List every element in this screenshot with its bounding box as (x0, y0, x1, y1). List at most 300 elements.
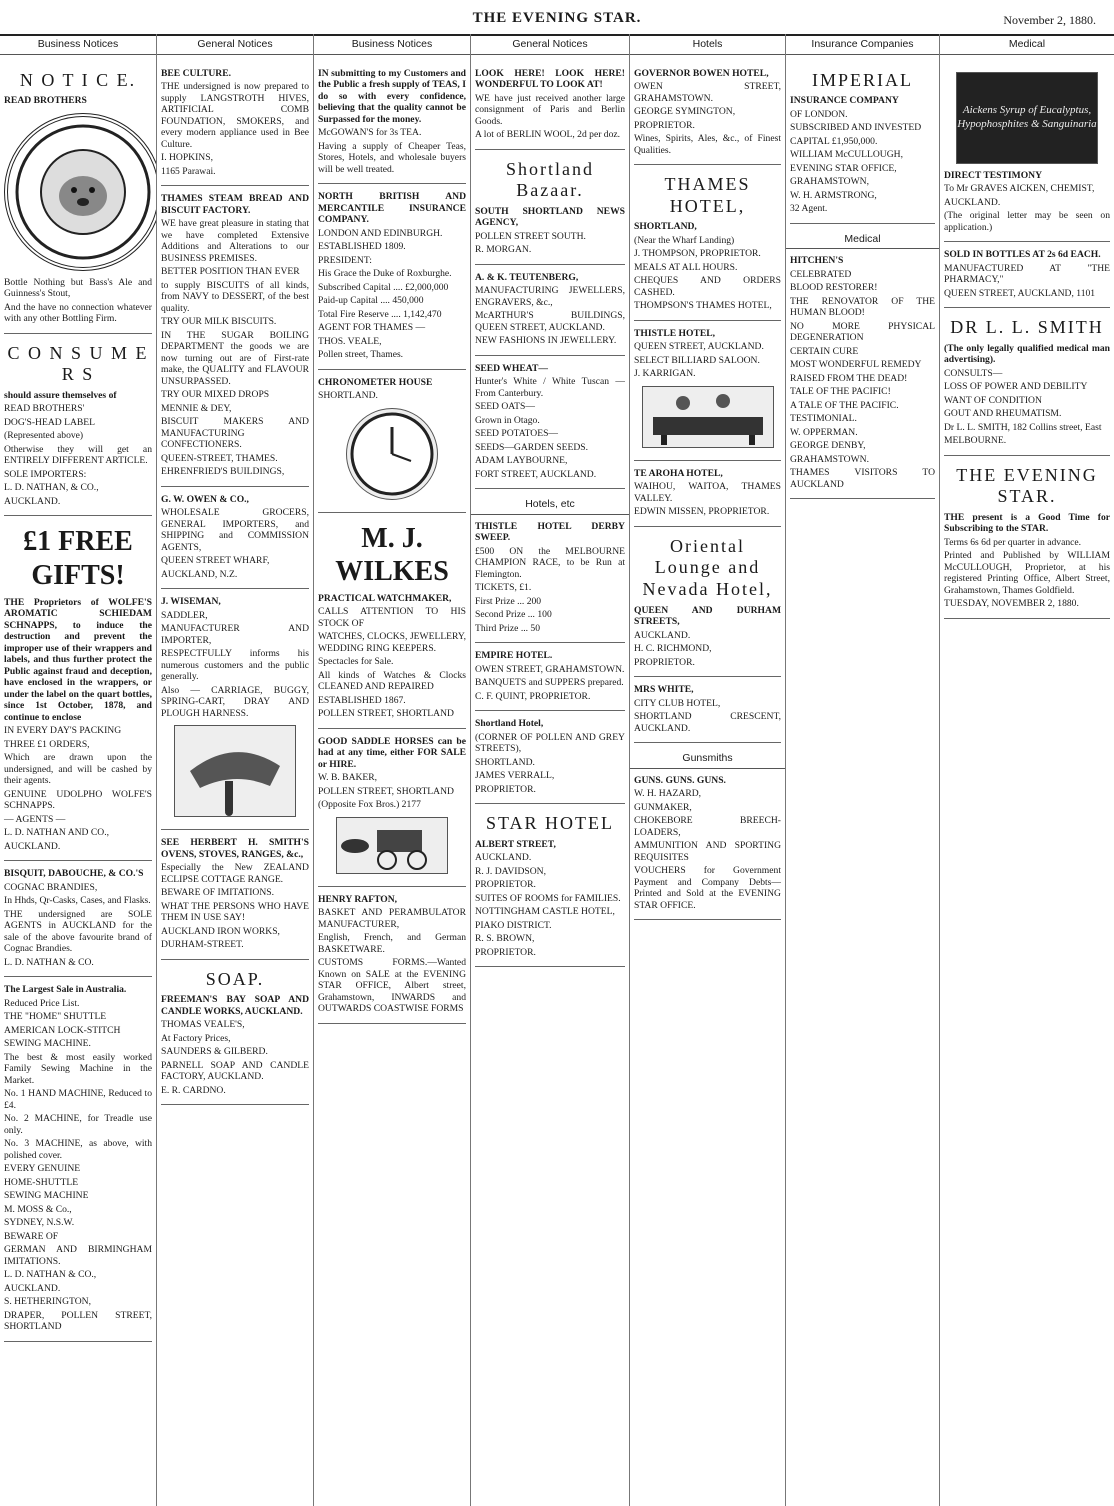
ad-text: QUEEN AND DURHAM STREETS, (634, 604, 781, 628)
ad-text: MENNIE & DEY, (161, 402, 232, 414)
ad-text: FREEMAN'S BAY SOAP AND CANDLE WORKS, AUCKLAND. (161, 994, 309, 1017)
ad-text: THREE £1 ORDERS, (4, 738, 90, 750)
ad-headline: THAMES HOTEL, (664, 174, 751, 216)
ad-text: I. HOPKINS, (161, 152, 213, 164)
ad-text: PROPRIETOR. (475, 783, 536, 795)
advertisement (161, 186, 309, 487)
ad-text: DOG'S-HEAD LABEL (4, 416, 95, 428)
ad-text: LONDON AND EDINBURGH. (318, 227, 443, 239)
ad-text: BEWARE OF IMITATIONS. (161, 887, 275, 899)
ad-text: R. J. DAVIDSON, (475, 865, 546, 877)
bulldog-seal-graphic (13, 122, 153, 262)
ad-text: PARNELL SOAP AND CANDLE FACTORY, AUCKLAND. (161, 1059, 309, 1083)
advertisement (634, 743, 781, 920)
section-heading: Hotels, etc (471, 494, 629, 515)
ad-text: G. W. OWEN & CO., (161, 493, 249, 505)
advertisement (4, 977, 152, 1342)
section-heading: Gunsmiths (630, 748, 785, 769)
ad-text: CUSTOMS FORMS.—Wanted Known on SALE at the EVENING STAR OFFICE, Albert street, Grahamstown, INWARDS and OUTWARDS COASTWISE FORMS (318, 957, 466, 1015)
advertisement (318, 184, 466, 370)
ad-text: THAMES VISITORS TO AUCKLAND (790, 467, 935, 490)
ad-headline: M. J. WILKES (335, 522, 449, 588)
ad-text: SHORTLAND. (318, 390, 378, 402)
ad-text: (The only legally qualified medical man advertising). (944, 342, 1110, 366)
ad-text: SEE HERBERT H. SMITH'S OVENS, STOVES, RANGES, &c., (161, 837, 309, 860)
ad-text: WE have just received another large consignment of Paris and Berlin Goods. (475, 92, 625, 127)
ad-text: GOVERNOR BOWEN HOTEL, (634, 67, 769, 79)
ad-text: Bottle Nothing but Bass's Ale and Guinness's Stout, (4, 276, 152, 300)
ad-text: TRY OUR MILK BISCUITS. (161, 316, 277, 328)
ad-text: CERTAIN CURE (790, 345, 859, 357)
ad-text: NOTTINGHAM CASTLE HOTEL, (475, 906, 615, 918)
ad-headline: SOAP. (205, 968, 265, 989)
ad-text: Spectacles for Sale. (318, 656, 394, 668)
advertisement (318, 61, 466, 185)
ad-text: PROPRIETOR. (475, 879, 536, 891)
ad-text: DRAPER, POLLEN STREET, SHORTLAND (4, 1309, 152, 1333)
billiard-illustration (642, 386, 774, 448)
ad-text: TRY OUR MIXED DROPS (161, 389, 270, 401)
ad-text: SOLD IN BOTTLES AT 2s 6d EACH. (944, 249, 1101, 261)
ad-text: NO MORE PHYSICAL DEGENERATION (790, 320, 935, 344)
ad-text: H. C. RICHMOND, (634, 643, 712, 655)
ad-text: Grown in Otago. (475, 414, 540, 426)
ad-text: AUCKLAND. (634, 629, 691, 641)
ad-text: 32 Agent. (790, 203, 828, 215)
ad-text: AUCKLAND IRON WORKS, (161, 925, 280, 937)
ad-text: WANT OF CONDITION (944, 394, 1042, 406)
ad-text: EHRENFRIED'S BUILDINGS, (161, 466, 285, 478)
ad-text: A TALE OF THE PACIFIC. (790, 399, 899, 411)
ad-text: L. D. NATHAN & CO. (4, 956, 94, 968)
ad-text: ESTABLISHED 1867. (318, 694, 406, 706)
saddle-icon (175, 726, 295, 816)
ad-text: HOME-SHUTTLE (4, 1176, 79, 1188)
ad-text: At Factory Prices, (161, 1032, 231, 1044)
ad-text: CONSULTS— (944, 367, 1003, 379)
ad-text: OWEN STREET, GRAHAMSTOWN. (634, 81, 781, 104)
ad-text: POLLEN STREET, SHORTLAND (318, 708, 454, 720)
advertisement (790, 61, 935, 224)
ad-text: POLLEN STREET, SHORTLAND (318, 785, 454, 797)
column-7 (940, 34, 1114, 1506)
ad-text: McGOWAN'S for 3s TEA. (318, 127, 422, 139)
ad-text: THISTLE HOTEL, (634, 327, 716, 339)
ad-text: SOLE IMPORTERS: (4, 468, 87, 480)
ad-headline: Oriental Lounge and Nevada Hotel, (642, 535, 773, 599)
advertisement (475, 356, 625, 490)
column-heading: Hotels (630, 34, 785, 55)
advertisement (4, 861, 152, 977)
ad-headline: THE EVENING STAR. (956, 464, 1098, 507)
ad-text: AMMUNITION AND SPORTING REQUISITES (634, 840, 781, 863)
ad-text: MELBOURNE. (944, 435, 1007, 447)
ad-headline: IMPERIAL (812, 69, 913, 90)
bulldog-seal-logo (4, 113, 157, 271)
advertisement (161, 61, 309, 187)
ad-text: ADAM LAYBOURNE, (475, 455, 568, 467)
advertisement (475, 804, 625, 967)
ad-text: First Prize ... 200 (475, 595, 542, 607)
ad-text: MOST WONDERFUL REMEDY (790, 359, 922, 371)
advertisement (4, 61, 152, 334)
ad-text: THE undersigned are SOLE AGENTS in AUCKLAND for the sale of the above favourite brand of Cognac Brandies. (4, 908, 152, 955)
advertisement (161, 830, 309, 960)
ad-text: Paid-up Capital .... 450,000 (318, 295, 424, 307)
ad-text: R. MORGAN. (475, 244, 532, 256)
ad-text: LOOK HERE! LOOK HERE! WONDERFUL TO LOOK AT! (475, 67, 625, 91)
ad-text: HENRY RAFTON, (318, 893, 398, 905)
coach-illustration (336, 817, 448, 874)
ad-text: The Largest Sale in Australia. (4, 984, 127, 996)
ad-text: CHRONOMETER HOUSE (318, 376, 433, 388)
ad-text: WE have great pleasure in stating that we have completed Extensive Additions and Alterations to our BUSINESS PREMISES. (161, 218, 309, 264)
ad-text: PRACTICAL WATCHMAKER, (318, 592, 452, 604)
ad-text: ESTABLISHED 1809. (318, 241, 406, 253)
ad-text: BLOOD RESTORER! (790, 282, 878, 294)
ad-text: Also — CARRIAGE, BUGGY, SPRING-CART, DRAY AND PLOUGH HARNESS. (161, 684, 309, 719)
ad-text: POLLEN STREET SOUTH. (475, 230, 586, 242)
ad-text: THE present is a Good Time for Subscribing to the STAR. (944, 511, 1110, 535)
ad-text: PROPRIETOR. (634, 119, 695, 131)
ad-text: FORT STREET, AUCKLAND. (475, 468, 597, 480)
ad-text: TICKETS, £1. (475, 582, 532, 594)
ad-text: CHEQUES AND ORDERS CASHED. (634, 275, 781, 298)
ad-text: THISTLE HOTEL DERBY SWEEP. (475, 520, 625, 544)
ad-text: A lot of BERLIN WOOL, 2d per doz. (475, 129, 621, 141)
ad-text: AUCKLAND. (4, 1282, 61, 1294)
ad-text: SEWING MACHINE. (4, 1038, 91, 1050)
ad-text: VOUCHERS for Government Payment and Company Debts—Printed and Sold at the EVENING STAR OFFICE. (634, 865, 781, 911)
ad-text: COGNAC BRANDIES, (4, 881, 98, 893)
ad-text: AUCKLAND, N.Z. (161, 568, 238, 580)
ad-text: GEORGE DENBY, (790, 440, 866, 452)
ad-text: GRAHAMSTOWN, (790, 176, 869, 188)
ad-text: TUESDAY, NOVEMBER 2, 1880. (944, 598, 1079, 610)
advertisement (475, 265, 625, 356)
clock-icon (347, 409, 437, 499)
ad-text: BANQUETS and SUPPERS prepared. (475, 677, 624, 689)
ad-text: PROPRIETOR. (634, 656, 695, 668)
advertisement (318, 370, 466, 513)
ad-text: GEORGE SYMINGTON, (634, 106, 736, 118)
column-4 (471, 34, 630, 1506)
ad-text: No. 1 HAND MACHINE, Reduced to £4. (4, 1088, 152, 1111)
advertisement (634, 61, 781, 166)
ad-text: AUCKLAND. (4, 495, 61, 507)
ad-text: Subscribed Capital .... £2,000,000 (318, 281, 449, 293)
ad-text: SUBSCRIBED AND INVESTED (790, 122, 922, 134)
advertisement (475, 150, 625, 265)
ad-text: Third Prize ... 50 (475, 622, 541, 634)
ad-text: M. MOSS & Co., (4, 1203, 72, 1215)
ad-text: Terms 6s 6d per quarter in advance. (944, 536, 1082, 548)
ad-headline: Shortland Bazaar. (506, 158, 594, 201)
ad-text: BASKET AND PERAMBULATOR MANUFACTURER, (318, 907, 466, 930)
ad-text: CALLS ATTENTION TO HIS STOCK OF (318, 606, 466, 629)
ad-headline: £1 FREE GIFTS! (23, 526, 133, 591)
billiard-table-icon (643, 387, 773, 447)
syrup-label-illustration: Aickens Syrup of Eucalyptus, Hypophosphites & Sanguinaria (956, 72, 1098, 164)
ad-text: L. D. NATHAN, & CO., (4, 482, 99, 494)
ad-text: MANUFACTURER AND IMPORTER, (161, 623, 309, 646)
ad-text: Dr L. L. SMITH, 182 Collins street, East (944, 421, 1102, 433)
ad-text: RAISED FROM THE DEAD! (790, 372, 908, 384)
ad-text: Having a supply of Cheaper Teas, Stores, Hotels, and wholesale buyers will be well treated. (318, 140, 466, 175)
advertisement (475, 711, 625, 804)
ad-text: PROPRIETOR. (475, 946, 536, 958)
ad-text: No. 2 MACHINE, for Treadle use only. (4, 1113, 152, 1136)
ad-text: QUEEN STREET WHARF, (161, 555, 270, 567)
ad-text: J. KARRIGAN. (634, 368, 696, 380)
ad-text: BISQUIT, DABOUCHE, & CO.'S (4, 868, 144, 880)
ad-text: to supply BISCUITS of all kinds, from NAVY to DESSERT, of the best quality. (161, 279, 309, 314)
ad-text: INSURANCE COMPANY (790, 95, 899, 107)
advertisement (318, 729, 466, 887)
paper-title: THE EVENING STAR. (472, 10, 642, 26)
ad-text: MRS WHITE, (634, 684, 694, 696)
ad-text: IN THE SUGAR BOILING DEPARTMENT the goods we are now turning out are of First-rate make, the QUALITY and FLAVOUR UNSURPASSED. (161, 329, 309, 387)
ad-text: And the have no connection whatever with any other Bottling Firm. (4, 301, 152, 325)
advertisement (634, 677, 781, 743)
ad-text: GENUINE UDOLPHO WOLFE'S SCHNAPPS. (4, 788, 152, 812)
ad-text: L. D. NATHAN & CO., (4, 1269, 97, 1281)
ad-text: PRESIDENT: (318, 254, 372, 266)
ad-text: BETTER POSITION THAN EVER (161, 266, 300, 278)
saddle-illustration (174, 725, 296, 817)
ad-text: AGENT FOR THAMES — (318, 322, 426, 334)
advertisement (475, 61, 625, 150)
ad-text: The best & most easily worked Family Sewing Machine in the Market. (4, 1051, 152, 1086)
advertisement (634, 165, 781, 321)
ad-text: AUCKLAND. (944, 196, 1001, 208)
ad-text: DIRECT TESTIMONY (944, 169, 1043, 181)
ad-text: WHOLESALE GROCERS, GENERAL IMPORTERS, and SHIPPING and COMMISSION AGENTS, (161, 507, 309, 553)
ad-text: SADDLER, (161, 609, 208, 621)
ad-text: SHORTLAND, (634, 221, 697, 233)
ad-text: CAPITAL £1,950,000. (790, 135, 878, 147)
ad-text: EVERY GENUINE (4, 1163, 81, 1175)
advertisement (4, 516, 152, 861)
ad-text: NORTH BRITISH AND MERCANTILE INSURANCE COMPANY. (318, 191, 466, 226)
ad-text: W. H. HAZARD, (634, 788, 702, 800)
ad-text: Hunter's White / White Tuscan — From Canterbury. (475, 376, 625, 399)
ad-text: J. WISEMAN, (161, 596, 221, 608)
ad-text: EVENING STAR OFFICE, (790, 162, 897, 174)
ad-text: IN submitting to my Customers and the Public a fresh supply of TEAS, I do so with every confidence, believing that the quality cannot be Surpassed for the money. (318, 67, 466, 125)
ad-text: GOUT AND RHEUMATISM. (944, 408, 1062, 420)
ad-text: THOMPSON'S THAMES HOTEL, (634, 300, 772, 312)
ad-text: C. F. QUINT, PROPRIETOR. (475, 690, 591, 702)
ad-text: 1165 Parawai. (161, 165, 216, 177)
ad-text: Especially the New ZEALAND ECLIPSE COTTAGE RANGE. (161, 862, 309, 885)
ad-text: Second Prize ... 100 (475, 609, 552, 621)
ad-text: TESTIMONIAL. (790, 413, 857, 425)
ad-text: THAMES STEAM BREAD AND BISCUIT FACTORY. (161, 193, 309, 216)
ad-text: SEWING MACHINE (4, 1190, 89, 1202)
ad-text: A. & K. TEUTENBERG, (475, 271, 579, 283)
ad-text: DURHAM-STREET. (161, 939, 244, 951)
ad-text: WAIHOU, WAITOA, THAMES VALLEY. (634, 481, 781, 504)
ad-text: BISCUIT MAKERS AND MANUFACTURING CONFECTIONERS. (161, 416, 309, 451)
ad-text: THE undersigned is now prepared to supply LANGSTROTH HIVES, ARTIFICIAL COMB FOUNDATION, SMOKERS, and every modern appliance used in Bee Culture. (161, 81, 309, 150)
ad-text: THOS. VEALE, (318, 335, 382, 347)
ad-text: CHOKEBORE BREECH-LOADERS, (634, 815, 781, 838)
column-heading: Business Notices (314, 34, 470, 55)
ad-text: McARTHUR'S BUILDINGS, QUEEN STREET, AUCKLAND. (475, 310, 625, 333)
ad-text: THOMAS VEALE'S, (161, 1019, 245, 1031)
advertisement (475, 489, 625, 643)
ad-text: SOUTH SHORTLAND NEWS AGENCY, (475, 205, 625, 229)
ad-text: OWEN STREET, GRAHAMSTOWN. (475, 663, 625, 675)
section-heading: Medical (786, 229, 939, 250)
ad-headline: DR L. L. SMITH (950, 317, 1104, 338)
ad-headline: N O T I C E. (19, 69, 137, 90)
ad-text: — AGENTS — (4, 813, 66, 825)
ad-text: HITCHEN'S (790, 255, 844, 267)
ad-text: English, French, and German BASKETWARE. (318, 932, 466, 955)
ad-text: GUNMAKER, (634, 801, 692, 813)
ad-text: THE "HOME" SHUTTLE (4, 1011, 107, 1023)
ad-text: R. S. BROWN, (475, 933, 535, 945)
ad-text: JAMES VERRALL, (475, 770, 555, 782)
ad-text: AUCKLAND. (4, 840, 61, 852)
ad-text: SUITES OF ROOMS for FAMILIES. (475, 892, 621, 904)
ad-text: CITY CLUB HOTEL, (634, 697, 721, 709)
ad-text: QUEEN STREET, AUCKLAND. (634, 341, 764, 353)
ad-text: Total Fire Reserve .... 1,142,470 (318, 308, 442, 320)
ad-text: SYDNEY, N.S.W. (4, 1217, 75, 1229)
ad-text: AUCKLAND. (475, 852, 532, 864)
ad-text: In Hhds, Qr-Casks, Cases, and Flasks. (4, 895, 151, 907)
horse-carriage-icon (337, 818, 447, 873)
ad-text: L. D. NATHAN AND CO., (4, 827, 109, 839)
ad-text: Reduced Price List. (4, 997, 80, 1009)
ad-text: Printed and Published by WILLIAM McCULLOUGH, Proprietor, at his registered Printing Office, Albert Street, Grahamstown, Thames Goldfield. (944, 550, 1110, 596)
ad-text: E. R. CARDNO. (161, 1084, 226, 1096)
issue-date: November 2, 1880. (1003, 13, 1096, 27)
ad-text: His Grace the Duke of Roxburghe. (318, 268, 452, 280)
column-2 (157, 34, 314, 1506)
ad-text: SHORTLAND CRESCENT, AUCKLAND. (634, 711, 781, 734)
ad-text: LOSS OF POWER AND DEBILITY (944, 381, 1088, 393)
ad-text: IN EVERY DAY'S PACKING (4, 725, 122, 737)
advertisement (944, 61, 1110, 243)
ad-text: RESPECTFULLY informs his numerous customers and the public generally. (161, 648, 309, 683)
advertisement (944, 456, 1110, 619)
column-6 (786, 34, 940, 1506)
ad-text: READ BROTHERS' (4, 403, 85, 415)
advertisement (161, 589, 309, 830)
column-heading: General Notices (471, 34, 629, 55)
ad-text: ALBERT STREET, (475, 838, 556, 850)
ad-text: GRAHAMSTOWN. (790, 453, 869, 465)
ad-text: (The original letter may be seen on application.) (944, 210, 1110, 233)
ad-text: SAUNDERS & GILBERD. (161, 1046, 268, 1058)
ad-text: WHAT THE PERSONS WHO HAVE THEM IN USE SAY! (161, 900, 309, 924)
ad-text: SELECT BILLIARD SALOON. (634, 354, 760, 366)
advertisement (161, 960, 309, 1106)
ad-text: Which are drawn upon the undersigned, and will be cashed by their agents. (4, 752, 152, 787)
ad-text: TE AROHA HOTEL, (634, 467, 723, 479)
ad-headline: C O N S U M E R S (7, 342, 149, 385)
ad-text: GERMAN AND BIRMINGHAM IMITATIONS. (4, 1244, 152, 1267)
ad-text: Shortland Hotel, (475, 718, 544, 730)
advertisement (790, 224, 935, 500)
ad-text: THE Proprietors of WOLFE'S AROMATIC SCHIEDAM SCHNAPPS, to induce the destruction and prevent the improper use of their wrappers and labels, and thus further protect the Public against fraud and deception, have enclosed in the wrappers, or under the label on the quart bottles, since 1st October, 1878, and continue to enclose (4, 596, 152, 723)
ad-text: W. H. ARMSTRONG, (790, 189, 877, 201)
ad-text: Otherwise they will get an ENTIRELY DIFFERENT ARTICLE. (4, 443, 152, 467)
advertisement (634, 321, 781, 461)
advertisement (318, 887, 466, 1024)
column-5 (630, 34, 786, 1506)
ad-text: W. B. BAKER, (318, 772, 378, 784)
ad-text: GOOD SADDLE HORSES can be had at any time, either FOR SALE or HIRE. (318, 735, 466, 770)
column-heading: Insurance Companies (786, 34, 939, 55)
ad-text: J. THOMPSON, PROPRIETOR. (634, 248, 761, 260)
ad-text: NEW FASHIONS IN JEWELLERY. (475, 335, 617, 347)
advertisement (475, 643, 625, 711)
masthead (0, 0, 1114, 36)
ad-text: No. 3 MACHINE, as above, with polished cover. (4, 1138, 152, 1161)
ad-text: QUEEN-STREET, THAMES. (161, 452, 278, 464)
ad-text: OF LONDON. (790, 108, 848, 120)
ad-text: Wines, Spirits, Ales, &c., of Finest Qualities. (634, 133, 781, 156)
ad-text: GUNS. GUNS. GUNS. (634, 774, 726, 786)
column-1 (0, 34, 157, 1506)
ad-text: READ BROTHERS (4, 95, 87, 107)
ad-text: SEED POTATOES— (475, 428, 559, 440)
advertisement (944, 308, 1110, 456)
ad-text: SEEDS—GARDEN SEEDS. (475, 441, 589, 453)
ad-text: TALE OF THE PACIFIC! (790, 386, 891, 398)
ad-text: (Represented above) (4, 430, 84, 442)
advertisement (634, 527, 781, 677)
ad-text: EMPIRE HOTEL. (475, 650, 553, 662)
ad-text: (CORNER OF POLLEN AND GREY STREETS), (475, 731, 625, 755)
ad-text: (Near the Wharf Landing) (634, 234, 735, 246)
ad-text: should assure themselves of (4, 389, 117, 401)
clock-illustration (346, 408, 438, 500)
ad-text: SEED WHEAT— (475, 362, 548, 374)
ad-text: Pollen street, Thames. (318, 349, 404, 361)
ad-text: £500 ON the MELBOURNE CHAMPION RACE, to be Run at Flemington. (475, 545, 625, 580)
ad-text: CELEBRATED (790, 268, 852, 280)
advertisement (944, 242, 1110, 308)
column-heading: General Notices (157, 34, 313, 55)
ad-text: AMERICAN LOCK-STITCH (4, 1024, 121, 1036)
ad-text: BEE CULTURE. (161, 67, 232, 79)
advertisement (318, 513, 466, 729)
ad-text: WILLIAM McCULLOUGH, (790, 149, 903, 161)
ad-text: WATCHES, CLOCKS, JEWELLERY, WEDDING RING KEEPERS. (318, 631, 466, 654)
column-heading: Medical (940, 34, 1114, 55)
ad-text: SHORTLAND. (475, 756, 535, 768)
ad-text: MANUFACTURED AT "THE PHARMACY," (944, 262, 1110, 286)
ad-text: (Opposite Fox Bros.) 2177 (318, 799, 421, 811)
column-3 (314, 34, 471, 1506)
ad-text: MEALS AT ALL HOURS. (634, 261, 738, 273)
ad-text: All kinds of Watches & Clocks CLEANED AND REPAIRED (318, 669, 466, 693)
advertisement (161, 487, 309, 590)
ad-headline: STAR HOTEL (485, 813, 615, 834)
ad-text: THE RENOVATOR OF THE HUMAN BLOOD! (790, 295, 935, 319)
column-heading: Business Notices (0, 34, 156, 55)
ad-text: S. HETHERINGTON, (4, 1296, 91, 1308)
ad-text: SEED OATS— (475, 401, 535, 413)
advertisement (4, 334, 152, 517)
ad-text: PIAKO DISTRICT. (475, 919, 552, 931)
